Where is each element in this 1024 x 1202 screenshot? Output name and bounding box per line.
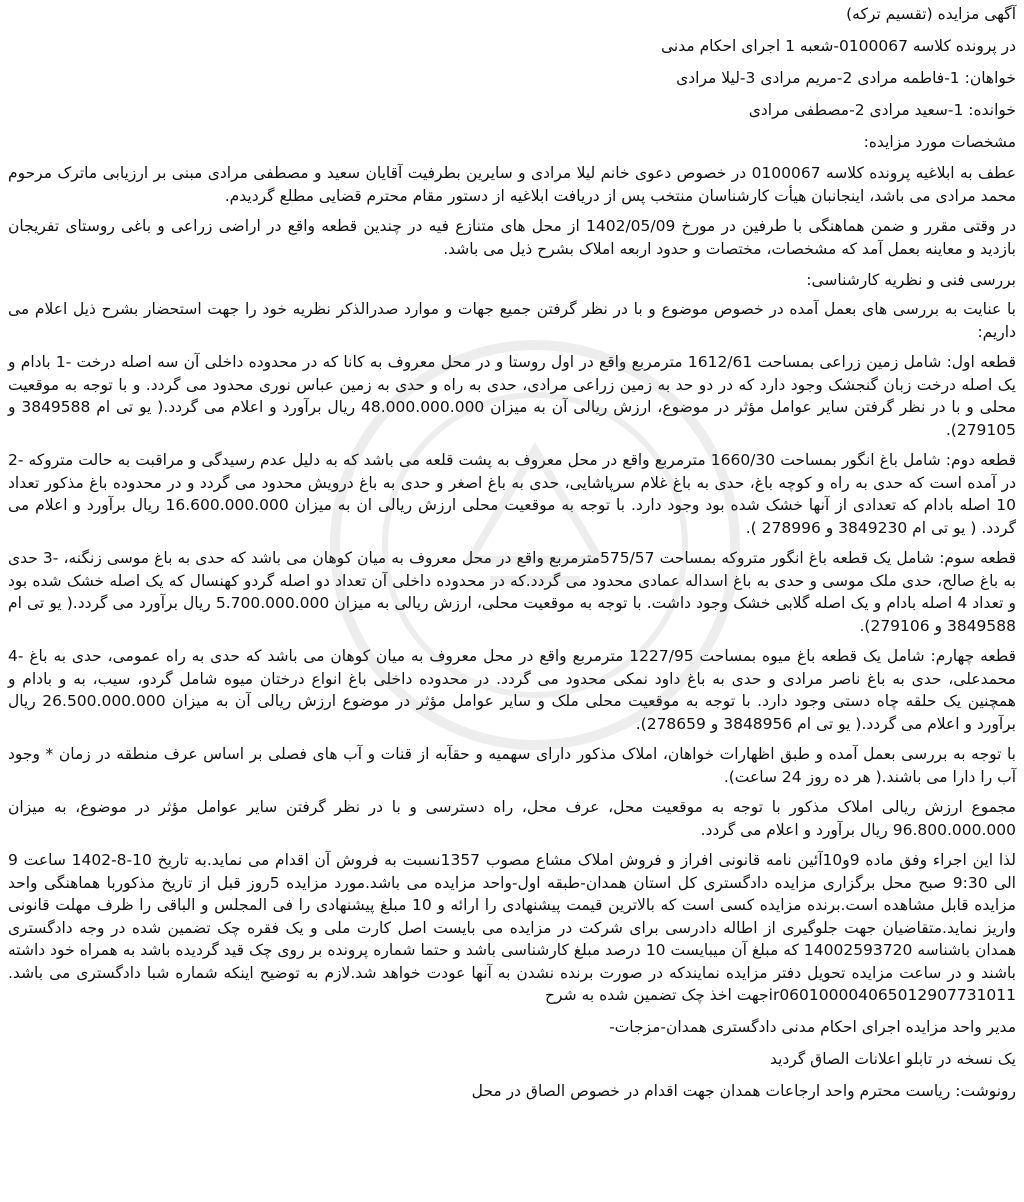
intro-paragraph-1: عطف به ابلاغیه پرونده کلاسه 0100067 در خصوص دعوی خانم لیلا مرادی و سایرین بطرفیت آقایان سعید و مصطفی مرادی مبنی بر ارزیابی ماترک مرحوم محمد مرادی می باشد، اینجانبان هیأت کارشناسان منتخب پس از دریافت ابلاغیه از دستور مقام محترم قضایی مطلع گردیدم. [8, 164, 1016, 205]
carbon-copy: رونوشت: ریاست محترم واحد ارجاعات همدان جهت اقدام در خصوص الصاق در محل [471, 1081, 1016, 1100]
plaintiffs: خواهان: 1-فاطمه مرادی 2-مریم مرادی 3-لیلا مرادی [676, 69, 1016, 87]
total-value: مجموع ارزش ریالی املاک مذکور با توجه به موقعیت محل، عرف محل، راه دسترسی و با در نظر گرفتن سایر عوامل مؤثر در موضوع، به میزان 96.800.000.000 ریال برآورد و اعلام می گردد. [8, 798, 1016, 839]
intro-paragraph-2: در وقتی مقرر و ضمن هماهنگی با طرفین در مورخ 1402/05/09 از محل های متنازع فیه در چندین قطعه واقع در اراضی زراعی و باغی روستای تفریجان بازدید و معاینه بعمل آمد که مشخصات، مختصات و حدود اربعه املاک بشرح ذیل می باشد. [8, 217, 1017, 258]
parcel-1: قطعه اول: شامل زمین زراعی بمساحت 1612/61 مترمربع واقع در اول روستا و در محل معروف به کانا که در محدوده داخلی آن سه اصله درخت -1 بادام و یک اصله درخت زبان گنجشک وجود دارد که در دو حد به زمین زراعی مرادی، حدی به راه و حدی به زمین عباس نوری محدود می گردد. و با توجه به موقعیت محلی و با در نظر گرفتن سایر عوامل مؤثر در موضوع، ارزش ریالی آن به میزان 48.000.000.000 ریال برآورد و اعلام می گردد.( یو تی ام 3849588 و 279105). [8, 353, 1016, 439]
notice-title: آگهی مزایده (تقسیم ترکه) [846, 5, 1016, 23]
defendants: خوانده: 1-سعید مرادی 2-مصطفی مرادی [748, 101, 1016, 119]
intro-paragraph-3: با عنایت به بررسی های بعمل آمده در خصوص موضوع و با در نظر گرفتن جمیع جهات و موارد صدرالذکر نظریه خود را جهت استحضار بشرح ذیل اعلام می داریم: [8, 300, 1016, 341]
case-line: در پرونده کلاسه 0100067-شعبه 1 اجرای احکام مدنی [660, 37, 1016, 55]
water-rights-note: با توجه به بررسی بعمل آمده و طبق اظهارات خواهان، املاک مذکور دارای سهمیه و حقآبه از قنات و آب های فصلی بر اساس عرف منطقه در زمان * وجود آب را دارا می باشند.( هر ده روز 24 ساعت). [8, 745, 1016, 786]
auction-terms: لذا این اجراء وفق ماده 9و10آئین نامه قانونی افراز و فروش املاک مشاع مصوب 1357نسبت به فروش آن اقدام می نماید.به تاریخ 10-8-1402 ساعت 9 الی 9:30 صبح محل برگزاری مزایده دادگستری کل استان همدان-طبقه اول-واحد مزایده می باشد.مورد مزایده 5روز قبل از تاریخ مذکوربا هماهنگی واحد مزایده قابل مشاهده است.برنده مزایده کسی است که بالاترین قیمت پیشنهادی را ارائه و 10 مبلغ پیشنهادی را فی المجلس و الباقی را ظرف مهلت قانونی واریز نماید.متقاضیان جهت جلوگیری از اطاله دادرسی برای شرکت در مزایده می بایست اصل کارت ملی و یک فقره چک تضمین شده در وجه دادگستری همدان باشناسه 14002593720 که مبلغ آن میبایست 10 درصد مبلغ کارشناسی باشد و حتما شماره پرونده بر روی چک قید گردیده باشد به همراه خود داشته باشند و در ساعت مزایده تحویل دفتر مزایده نمایندکه در صورت برنده نشدن به آنها عودت خواهد شد.لازم به توضیح اینکه شماره شبا دادگستری می باشد. ir060100004065012907731011جهت اخذ چک تضمین شده به شرح [8, 851, 1016, 1004]
specs-heading: مشخصات مورد مزایده: [863, 133, 1016, 151]
parcel-4: قطعه چهارم: شامل یک قطعه باغ میوه بمساحت 1227/95 مترمربع واقع در محل معروف به میان کوهان می باشد که حدی به راه عمومی، حدی به باغ -4 محمدعلی، حدی به باغ ناصر مرادی و حدی به باغ داود نمکی محدود می گردد. در محدوده داخلی باغ انواع درختان میوه شامل گردو، سیب، به و بادام و همچنین یک حلقه چاه دستی وجود دارد. با توجه به موقعیت محلی ملک و سایر عوامل مؤثر در موضوع ارزش ریالی آن به میزان 26.500.000.000 ریال برآورد و اعلام می گردد.( یو تی ام 3848956 و 278659). [8, 647, 1016, 733]
review-heading: بررسی فنی و نظریه کارشناسی: [806, 271, 1016, 289]
parcel-2: قطعه دوم: شامل باغ انگور بمساحت 1660/30 مترمربع واقع در محل معروف به پشت قلعه می باشد که به دلیل عدم رسیدگی و مراقبت به حالت متروکه -2 در آمده است که حدی به راه و کوچه باغ، حدی به باغ غلام سرپاشایی، حدی به باغ اصغر و حدی به باغ درویش محدود می گردد و در محدوده باغ مذکور تعداد 10 اصله بادام که تعدادی از آنها خشک شده بود وجود دارد. با توجه به موقعیت محلی ارزش ریالی ان به میزان 16.600.000.000 ریال برآورد و اعلام می گردد. ( یو تی ام 3849230 و 278996 ). [8, 451, 1016, 537]
signature: مدیر واحد مزایده اجرای احکام مدنی دادگستری همدان-مزجات- [609, 1017, 1016, 1036]
parcel-3: قطعه سوم: شامل یک قطعه باغ انگور متروکه بمساحت 575/57مترمربع واقع در محل معروف به میان کوهان می باشد که حدی به باغ موسی زنگنه، -3 حدی به باغ صالح، حدی ملک موسی و حدی به باغ اسداله عمادی محدود می گردد.که در محدوده داخلی آن تعداد دو اصله گردو کهنسال که یک اصله خشک شده بود و تعداد 4 اصله بادام و یک اصله گلابی خشک وجود داشت. با توجه به موقعیت محلی، ارزش ریالی به میزان 5.700.000.000 ریال برآورد می گردد.( یو تی ام 3849588 و 279106). [8, 549, 1016, 635]
posting-note: یک نسخه در تابلو اعلانات الصاق گردید [769, 1049, 1016, 1068]
